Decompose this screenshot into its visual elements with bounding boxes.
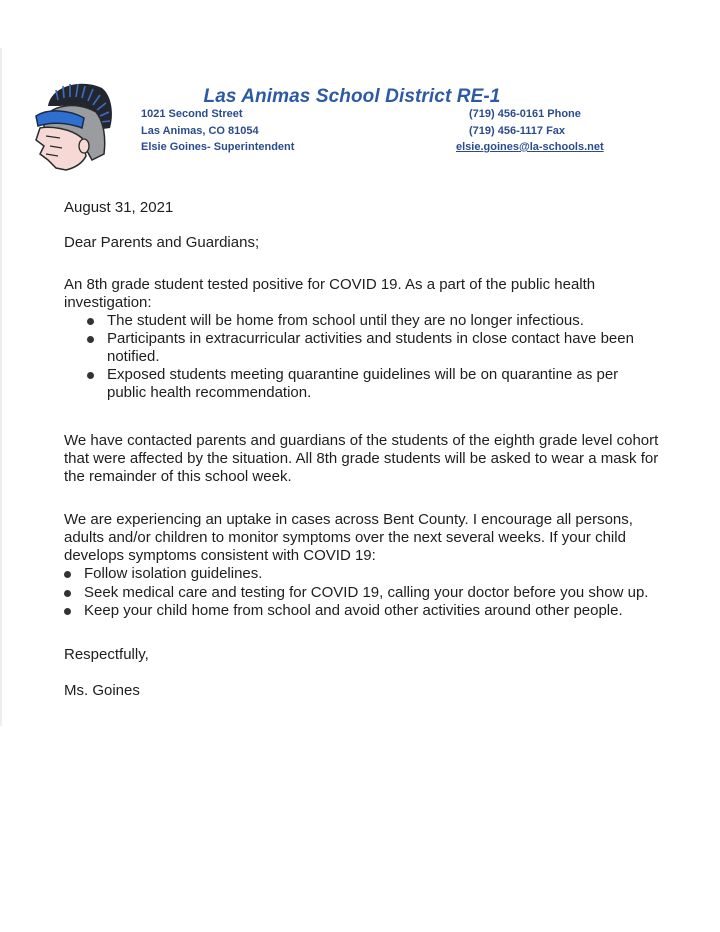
list-item: Keep your child home from school and avoid other activities around other people.: [64, 602, 684, 621]
closing: Respectfully,: [64, 646, 149, 663]
list-item: Participants in extracurricular activities and students in close contact have been notified.: [64, 330, 647, 366]
email-link[interactable]: elsie.goines@la-schools.net: [456, 141, 604, 153]
paragraph-3: We are experiencing an uptake in cases across Bent County. I encourage all persons, adults and/or children to monitor symptoms over the next several weeks. If your child develops symptoms consistent with COVID 19:: [64, 511, 633, 564]
page-edge: [0, 48, 2, 726]
fax-number: (719) 456-1117 Fax: [469, 124, 566, 137]
signature: Ms. Goines: [64, 682, 140, 699]
phone-number: (719) 456-0161 Phone: [469, 108, 581, 120]
list-item: Follow isolation guidelines.: [64, 565, 684, 584]
list-item: Seek medical care and testing for COVID 19, calling your doctor before you show up.: [64, 584, 684, 603]
organization-title: Las Animas School District RE-1: [203, 86, 501, 107]
salutation: Dear Parents and Guardians;: [64, 234, 260, 251]
superintendent-name: Elsie Goines- Superintendent: [141, 141, 295, 153]
paragraph-1: An 8th grade student tested positive for COVID 19. As a part of the public health investigation:: [64, 276, 596, 311]
street-address: 1021 Second Street: [141, 108, 243, 120]
paragraph-2: We have contacted parents and guardians of the students of the eighth grade level cohort that were affected by the situation. All 8th grade students will be asked to wear a mask for the remainder of this school week.: [64, 432, 659, 485]
address-block: [141, 106, 294, 156]
list-item: The student will be home from school until they are no longer infectious.: [64, 312, 664, 330]
list-item: Exposed students meeting quarantine guidelines will be on quarantine as per public health recommendation.: [64, 366, 627, 402]
symptom-guidance-bullet-list: [64, 565, 684, 621]
city-state-zip: Las Animas, CO 81054: [141, 124, 259, 137]
contact-block: [456, 106, 604, 156]
investigation-bullet-list: [64, 312, 664, 402]
letter-date: August 31, 2021: [64, 199, 174, 216]
